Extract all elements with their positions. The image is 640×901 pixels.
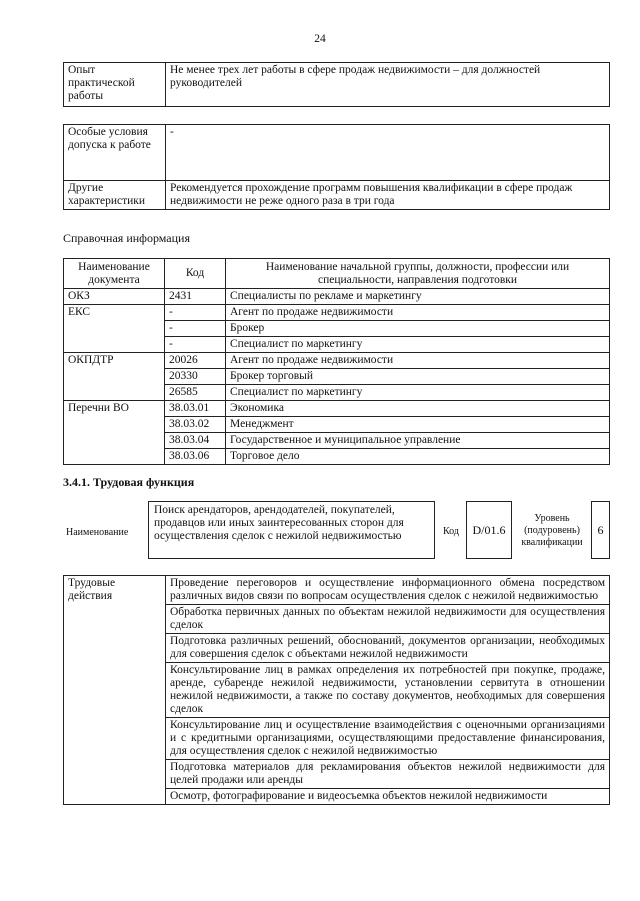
ref-code: 38.03.04 [165,433,226,449]
ref-name: Экономика [226,401,610,417]
ref-doc: ОКПДТР [64,353,165,401]
function-name-box [148,501,435,559]
function-code-value: D/01.6 [472,522,506,537]
ref-code: 38.03.02 [165,417,226,433]
ref-code: 38.03.01 [165,401,226,417]
ref-name: Государственное и муниципальное управление [226,433,610,449]
experience-value: Не менее трех лет работы в сфере продаж недвижимости – для должностей руководителей [166,63,610,107]
function-name-value: Поиск арендаторов, арендодателей, покупателей, продавцов или иных заинтересованных сторон для осуществления сделок с нежилой недвижимостью [154,504,404,542]
ref-doc: ЕКС [64,305,165,353]
code-label: Код [443,526,459,537]
labor-actions-table [63,575,610,805]
table-row [64,401,610,417]
ref-name: Брокер торговый [226,369,610,385]
ref-name: Менеджмент [226,417,610,433]
ref-code: 20026 [165,353,226,369]
reference-title: Справочная информация [63,231,190,245]
labor-action-item: Подготовка материалов для рекламирования объектов нежилой недвижимости для целей продажи или аренды [166,760,610,789]
ref-code: 2431 [165,289,226,305]
other-characteristics-value: Рекомендуется прохождение программ повышения квалификации в сфере продаж недвижимости не реже одного раза в три года [166,181,610,210]
ref-name: Специалисты по рекламе и маркетингу [226,289,610,305]
ref-name: Специалист по маркетингу [226,337,610,353]
function-code-box [466,501,512,559]
ref-header-name: Наименование начальной группы, должности, профессии или специальности, направления подготовки [226,259,610,289]
level-value: 6 [597,522,604,537]
table-row [64,576,610,605]
special-conditions-label: Особые условия допуска к работе [64,125,166,181]
page-number: 24 [314,33,326,45]
table-row [64,305,610,321]
ref-name: Агент по продаже недвижимости [226,353,610,369]
other-characteristics-label: Другие характеристики [64,181,166,210]
ref-header-doc: Наименование документа [64,259,165,289]
ref-name: Специалист по маркетингу [226,385,610,401]
name-label: Наименование [66,527,129,538]
ref-code: - [165,337,226,353]
experience-label: Опыт практической работы [64,63,166,107]
ref-name: Агент по продаже недвижимости [226,305,610,321]
table-row [64,353,610,369]
ref-code: 26585 [165,385,226,401]
ref-doc: ОКЗ [64,289,165,305]
labor-action-item: Консультирование лиц и осуществление взаимодействия с оценочными организациями и с кредитными организациями, осуществляющими предоставление финансирования, для осуществления сделок с нежилой недвижимостью [166,718,610,760]
ref-code: - [165,321,226,337]
labor-function-heading: 3.4.1. Трудовая функция [63,475,195,489]
labor-action-item: Обработка первичных данных по объектам нежилой недвижимости для осуществления сделок [166,605,610,634]
labor-action-item: Проведение переговоров и осуществление информационного обмена посредством различных видов связи по вопросам осуществления сделок с нежилой недвижимостью [166,576,610,605]
ref-doc: Перечни ВО [64,401,165,465]
labor-actions-label: Трудовые действия [64,576,166,805]
ref-header-code: Код [165,259,226,289]
labor-action-item: Консультирование лиц в рамках определения их потребностей при покупке, продаже, аренде, субаренде нежилой недвижимости, установлении сервитута в отношении нежилой недвижимости, а также по составу документов, необходимых для совершения сделок [166,663,610,718]
ref-name: Торговое дело [226,449,610,465]
experience-table [63,62,610,107]
reference-table [63,258,610,465]
labor-action-item: Осмотр, фотографирование и видеосъемка объектов нежилой недвижимости [166,789,610,805]
ref-name: Брокер [226,321,610,337]
ref-code: - [165,305,226,321]
special-conditions-value: - [166,125,610,181]
labor-action-item: Подготовка различных решений, обоснований, документов организации, необходимых для совершения сделок с объектами нежилой недвижимости [166,634,610,663]
ref-code: 20330 [165,369,226,385]
ref-code: 38.03.06 [165,449,226,465]
level-box [591,501,610,559]
level-label: Уровень (подуровень) квалификации [521,513,583,548]
table-row [64,289,610,305]
conditions-table [63,124,610,210]
